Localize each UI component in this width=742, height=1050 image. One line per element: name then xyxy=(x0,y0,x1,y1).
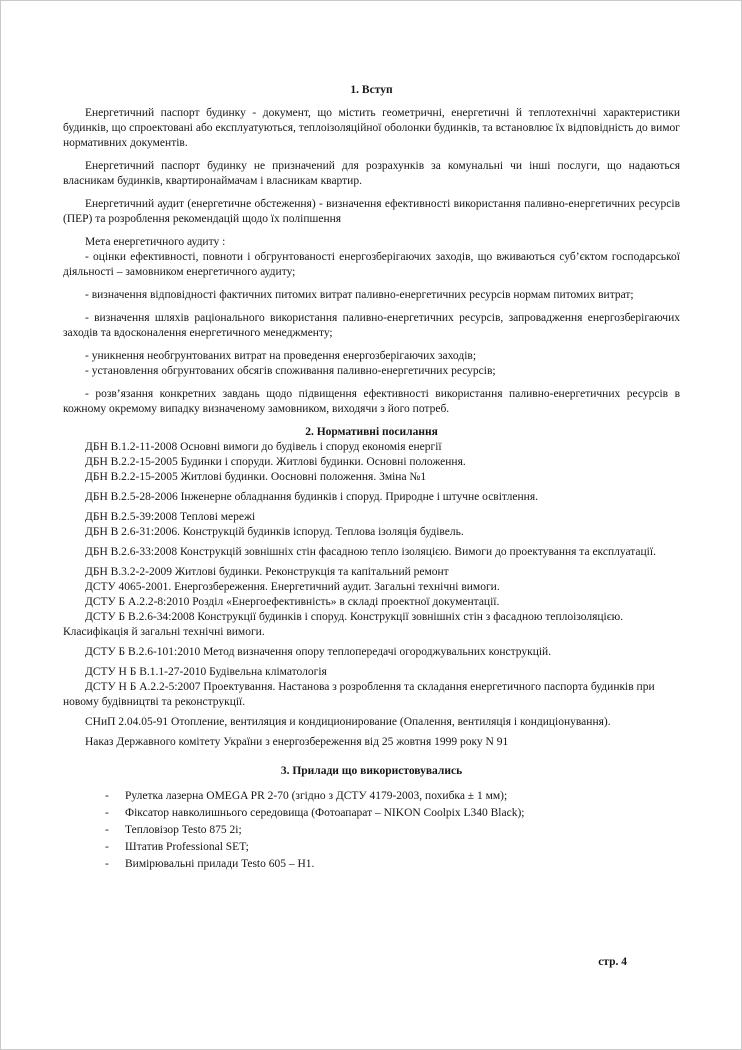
reference-item: ДБН В.2.2-15-2005 Будинки і споруди. Житлові будинки. Основні положення. xyxy=(85,456,466,468)
list-dash-marker: - xyxy=(105,807,109,819)
section-heading-references: 2. Нормативні посилання xyxy=(305,426,438,438)
instrument-item xyxy=(63,806,680,821)
instrument-text: Рулетка лазерна OMEGA PR 2-70 (згідно з ДСТУ 4179-2003, похибка ± 1 мм); xyxy=(125,790,508,802)
reference-item: ДБН В.1.2-11-2008 Основні вимоги до будівель і споруд економія енергії xyxy=(85,441,442,453)
reference-item: ДБН В 2.6-31:2006. Конструкцій будинків іспоруд. Теплова ізоляція будівель. xyxy=(85,526,464,538)
reference-item: ДСТУ Б В.2.6-34:2008 Конструкції будинків і споруд. Конструкції зовнішніх стін з фасадною теплоізоляцією. Класифікація й загальні технічні вимоги. xyxy=(63,611,624,638)
intro-paragraph: Енергетичний паспорт будинку не призначений для розрахунків за комунальні чи інші послуги, що надаються власникам будинків, квартиронаймачам і власникам квартир. xyxy=(63,160,680,187)
instrument-item xyxy=(63,857,680,872)
list-dash-marker: - xyxy=(105,858,109,870)
section-heading-intro: 1. Вступ xyxy=(350,84,393,96)
list-dash-marker: - xyxy=(105,824,109,836)
intro-paragraph: Мета енергетичного аудиту : xyxy=(85,236,226,248)
intro-bullet-paragraph: - установлення обгрунтованих обсягів споживання паливно-енергетичних ресурсів; xyxy=(85,365,496,377)
reference-item: ДБН В.2.5-39:2008 Теплові мережі xyxy=(85,511,256,523)
instrument-text: Штатив Professional SET; xyxy=(125,841,249,853)
list-dash-marker: - xyxy=(105,790,109,802)
intro-bullet-paragraph: - оцінки ефективності, повноти і обгрунтованості енергозберігаючих заходів, що вживаються суб’єктом господарської діяльності – замовником енергетичного аудиту; xyxy=(63,251,680,278)
reference-item: ДБН В.2.6-33:2008 Конструкцій зовнішніх стін фасадною тепло ізоляцією. Вимоги до проектування та експлуатації. xyxy=(85,546,656,558)
list-dash-marker: - xyxy=(105,841,109,853)
reference-item: Наказ Державного комітету України з енергозбереження від 25 жовтня 1999 року N 91 xyxy=(85,736,509,748)
reference-item: ДБН В.2.2-15-2005 Житлові будинки. Оосновні положення. Зміна №1 xyxy=(85,471,427,483)
intro-bullet-paragraph: - розв’язання конкретних завдань щодо підвищення ефективності використання паливно-енергетичних ресурсів в кожному окремому випадку визначеному замовником, виходячи з його потреб. xyxy=(63,388,680,415)
intro-bullet-paragraph: - визначення відповідності фактичних питомих витрат паливно-енергетичних ресурсів нормам питомих витрат; xyxy=(85,289,634,301)
reference-item: ДБН В.2.5-28-2006 Інженерне обладнання будинків і споруд. Природне і штучне освітлення. xyxy=(85,491,538,503)
instrument-item xyxy=(63,823,680,838)
reference-item: ДБН В.3.2-2-2009 Житлові будинки. Реконструкція та капітальний ремонт xyxy=(85,566,449,578)
reference-item: ДСТУ Н Б В.1.1-27-2010 Будівельна кліматологія xyxy=(85,666,327,678)
instrument-item xyxy=(63,789,680,804)
intro-paragraph: Енергетичний аудит (енергетичне обстеження) - визначення ефективності використання паливно-енергетичних ресурсів (ПЕР) та розроблення рекомендацій щодо їх поліпшення xyxy=(63,198,680,225)
reference-item: ДСТУ Н Б А.2.2-5:2007 Проектування. Настанова з розроблення та складання енергетичного паспорта будинків при новому будівництві та реконструкції. xyxy=(63,681,655,708)
intro-bullet-paragraph: - визначення шляхів раціонального використання паливно-енергетичних ресурсів, запровадження енергозберігаючих заходів та вдосконалення енергетичного менеджменту; xyxy=(63,312,680,339)
instrument-text: Тепловізор Testo 875 2i; xyxy=(125,824,242,836)
intro-paragraph: Енергетичний паспорт будинку - документ, що містить геометричні, енергетичні й теплотехнічні характеристики будинків, що спроектовані або експлуатуються, теплоізоляційної оболонки будинків, та встановлює їх відповідність до вимог нормативних документів. xyxy=(63,107,680,149)
reference-item: ДСТУ Б А.2.2-8:2010 Розділ «Енергоефективність» в складі проектної документації. xyxy=(85,596,500,608)
page-number: стр. 4 xyxy=(598,956,627,968)
instrument-text: Фіксатор навколишнього середовища (Фотоапарат – NIKON Coolpix L340 Black); xyxy=(125,807,525,819)
instrument-text: Вимірювальні прилади Testo 605 – H1. xyxy=(125,858,315,870)
reference-item: ДСТУ Б В.2.6-101:2010 Метод визначення опору теплопередачі огороджувальних конструкцій. xyxy=(85,646,552,658)
instrument-item xyxy=(63,840,680,855)
reference-item: СНиП 2.04.05-91 Отопление, вентиляция и кондиционирование (Опалення, вентиляція і кондиціонування). xyxy=(85,716,611,728)
reference-item: ДСТУ 4065-2001. Енергозбереження. Енергетичний аудит. Загальні технічні вимоги. xyxy=(85,581,500,593)
section-heading-instruments: 3. Прилади що використовувались xyxy=(280,765,463,777)
document-content xyxy=(63,83,680,874)
intro-bullet-paragraph: - уникнення необгрунтованих витрат на проведення енергозберігаючих заходів; xyxy=(85,350,477,362)
